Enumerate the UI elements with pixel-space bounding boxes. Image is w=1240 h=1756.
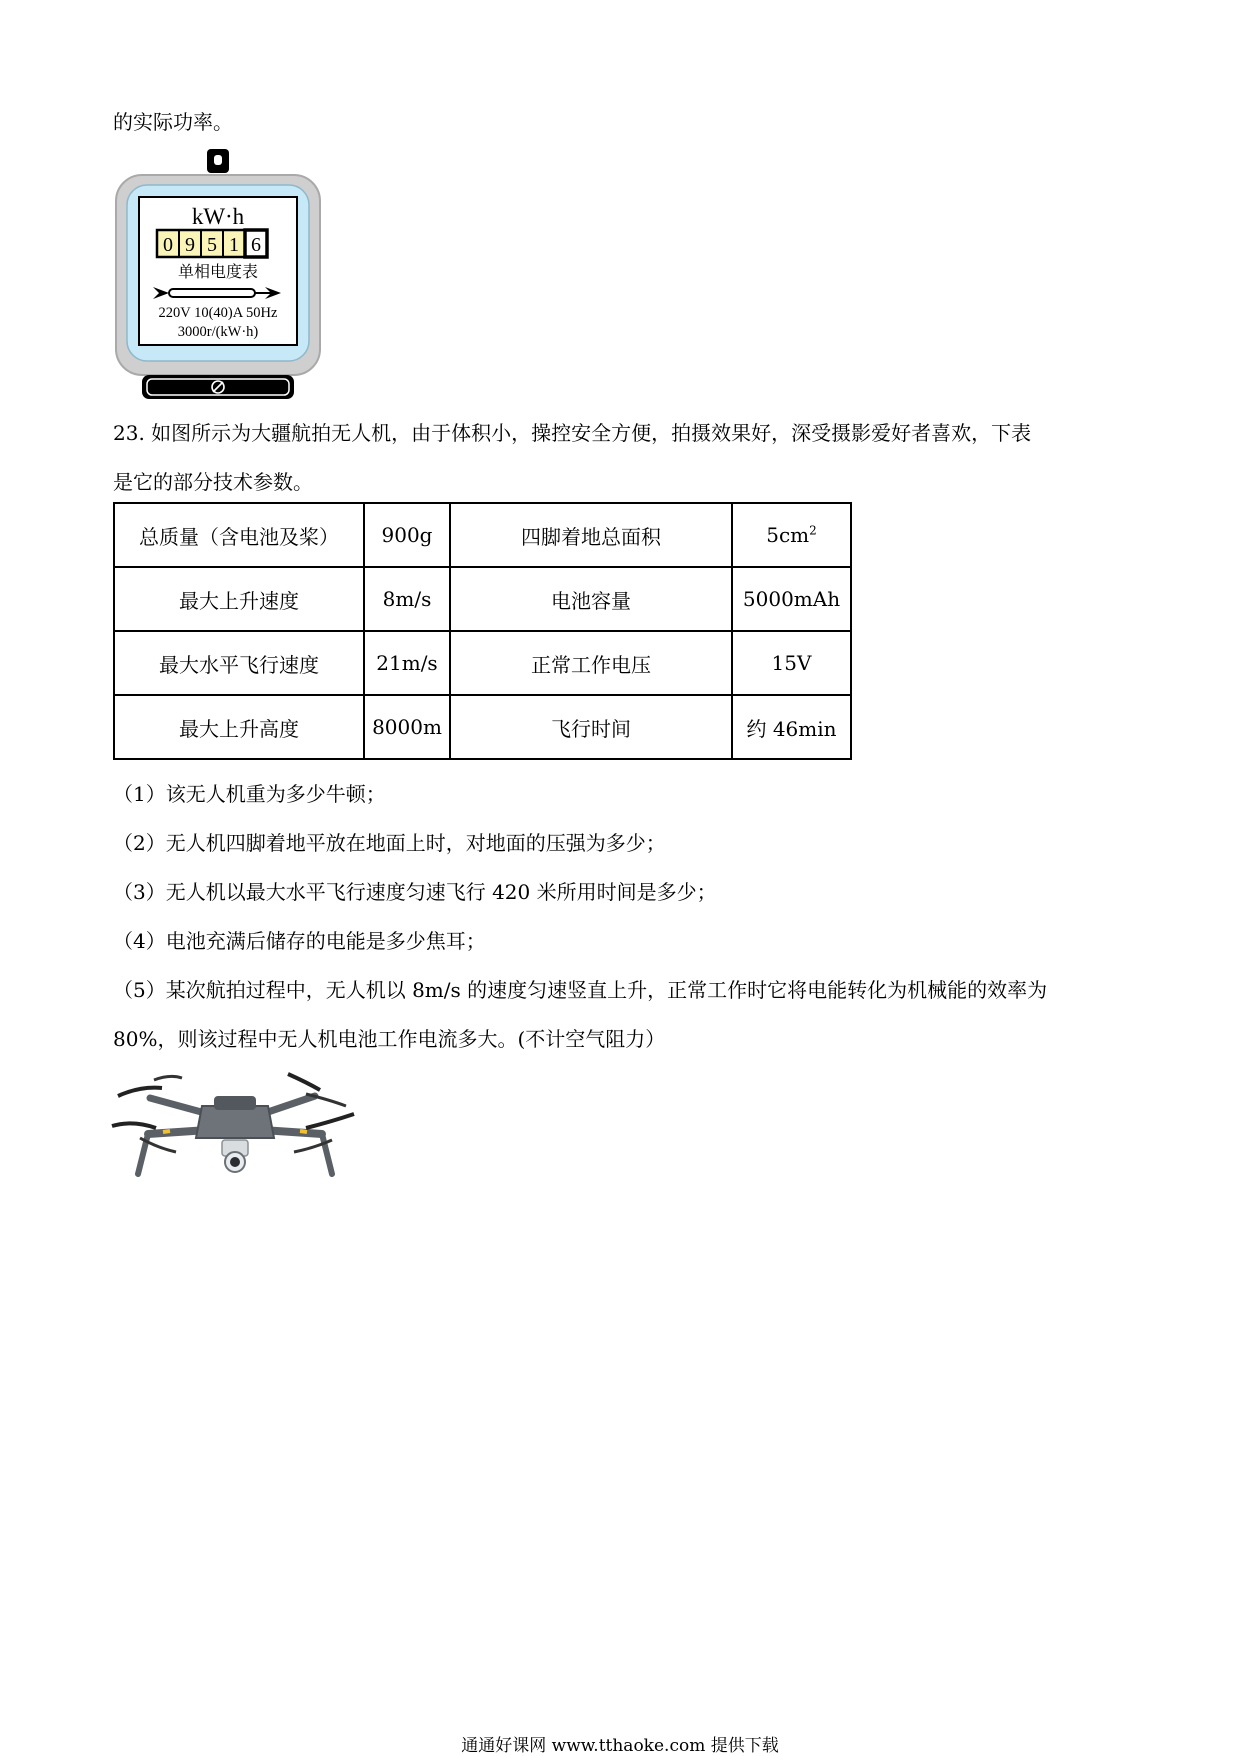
table-row bbox=[114, 631, 851, 695]
meter-spec-line2: 3000r/(kW·h) bbox=[177, 324, 259, 340]
meter-spec-line1: 220V 10(40)A 50Hz bbox=[158, 305, 278, 321]
subquestion-5-line-1: （5）某次航拍过程中，无人机以 8m/s 的速度匀速竖直上升，正常工作时它将电能转化为机械能的效率为 bbox=[113, 978, 1048, 1002]
table-cell: 四脚着地总面积 bbox=[450, 503, 732, 567]
area-value: 5cm bbox=[766, 523, 810, 547]
table-row bbox=[114, 695, 851, 759]
question-line-1: 23. 如图所示为大疆航拍无人机，由于体积小，操控安全方便，拍摄效果好，深受摄影爱好者喜欢，下表 bbox=[113, 421, 1032, 445]
subquestion-3: （3）无人机以最大水平飞行速度匀速飞行 420 米所用时间是多少； bbox=[113, 880, 717, 904]
intro-tail: 的实际功率。 bbox=[113, 110, 233, 134]
drone-photo bbox=[110, 1068, 360, 1182]
meter-unit: kW·h bbox=[191, 204, 245, 229]
electric-meter-figure bbox=[113, 147, 323, 402]
table-cell: 15V bbox=[732, 631, 851, 695]
subquestion-5-line-2: 80%，则该过程中无人机电池工作电流多大。(不计空气阻力） bbox=[113, 1027, 666, 1051]
meter-digit: 5 bbox=[207, 234, 217, 256]
table-cell: 900g bbox=[364, 503, 450, 567]
meter-digit: 0 bbox=[163, 234, 173, 256]
footer: 通通好课网 www.tthaoke.com 提供下载 bbox=[461, 1736, 779, 1756]
table-cell: 飞行时间 bbox=[450, 695, 732, 759]
spec-table bbox=[113, 502, 852, 760]
meter-digit: 1 bbox=[229, 234, 239, 256]
subquestion-1: （1）该无人机重为多少牛顿； bbox=[113, 782, 386, 806]
meter-name: 单相电度表 bbox=[177, 262, 259, 281]
table-cell: 5000mAh bbox=[732, 567, 851, 631]
table-cell: 最大水平飞行速度 bbox=[114, 631, 364, 695]
area-exponent: 2 bbox=[809, 523, 817, 538]
table-cell: 8m/s bbox=[364, 567, 450, 631]
table-cell: 电池容量 bbox=[450, 567, 732, 631]
meter-digit: 9 bbox=[185, 234, 195, 256]
table-cell: 21m/s bbox=[364, 631, 450, 695]
table-cell: 约 46min bbox=[732, 695, 851, 759]
table-cell: 最大上升高度 bbox=[114, 695, 364, 759]
question-line-2: 是它的部分技术参数。 bbox=[113, 470, 313, 494]
table-cell: 最大上升速度 bbox=[114, 567, 364, 631]
table-row bbox=[114, 503, 851, 567]
table-cell: 正常工作电压 bbox=[450, 631, 732, 695]
table-cell bbox=[732, 503, 851, 567]
table-row bbox=[114, 567, 851, 631]
subquestion-2: （2）无人机四脚着地平放在地面上时，对地面的压强为多少； bbox=[113, 831, 666, 855]
subquestion-4: （4）电池充满后储存的电能是多少焦耳； bbox=[113, 929, 486, 953]
table-cell: 8000m bbox=[364, 695, 450, 759]
meter-digit: 6 bbox=[251, 234, 261, 256]
table-cell: 总质量（含电池及桨） bbox=[114, 503, 364, 567]
